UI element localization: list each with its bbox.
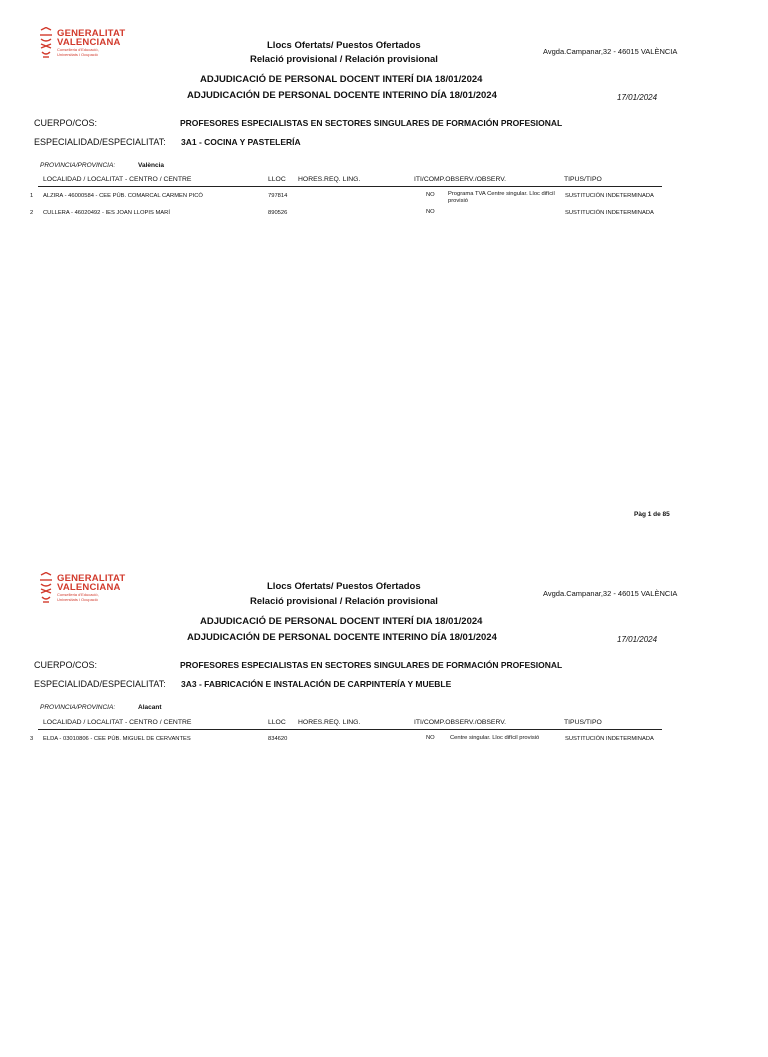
provincia-label: PROVINCIA/PROVINCIA: [40,162,116,169]
col-iti: ITI/COMP.OBSERV./OBSERV. [414,719,507,726]
col-hores: HORES.REQ. LING. [298,176,361,183]
header-address: Avgda.Campanar,32 - 46015 VALÈNCIA [543,589,678,598]
header-adjudicacion-es: ADJUDICACIÓN DE PERSONAL DOCENTE INTERINO DÍA 18/01/2024 [187,90,497,101]
especialidad-value: 3A1 - COCINA Y PASTELERÍA [181,137,301,147]
col-localidad: LOCALIDAD / LOCALITAT - CENTRO / CENTRE [43,719,192,726]
row-number: 1 [30,193,34,199]
generalitat-emblem-icon [38,572,54,606]
row-localidad: CULLERA - 46020492 - IES JOAN LLOPIS MARÍ [43,210,170,216]
row-tipus: SUSTITUCIÓN INDETERMINADA [565,736,654,742]
col-localidad: LOCALIDAD / LOCALITAT - CENTRO / CENTRE [43,176,192,183]
logo-sub-2: Universitats i Ocupació [57,51,98,57]
cuerpo-label: CUERPO/COS: [34,660,98,670]
cuerpo-value: PROFESORES ESPECIALISTAS EN SECTORES SINGULARES DE FORMACIÓN PROFESIONAL [180,660,563,670]
provincia-label: PROVINCIA/PROVINCIA: [40,704,116,711]
header-adjudicacio-val: ADJUDICACIÓ DE PERSONAL DOCENT INTERÍ DIA 18/01/2024 [200,616,483,627]
header-title: Llocs Ofertats/ Puestos Ofertados [267,40,421,51]
provincia-value: Alacant [138,704,162,711]
especialidad-value: 3A3 - FABRICACIÓN E INSTALACIÓN DE CARPINTERÍA Y MUEBLE [181,679,452,689]
especialidad-label: ESPECIALIDAD/ESPECIALITAT: [34,137,166,147]
row-lloc: 797814 [268,193,288,199]
header-rule [38,729,662,730]
logo-sub-1: Conselleria d'Educació, [57,47,99,52]
cuerpo-label: CUERPO/COS: [34,118,98,128]
row-iti: NO [426,192,435,198]
generalitat-logo [38,27,128,63]
logo-line-2: VALENCIANA [57,582,121,593]
document-page-1 [0,0,768,518]
col-lloc: LLOC [268,719,286,726]
row-number: 2 [30,210,34,216]
row-observ: Centre singular. Lloc difícil provisió [450,735,540,741]
logo-line-1: GENERALITAT [57,573,126,584]
row-tipus: SUSTITUCIÓN INDETERMINADA [565,210,654,216]
col-hores: HORES.REQ. LING. [298,719,361,726]
logo-sub-1: Conselleria d'Educació, [57,592,99,597]
header-subtitle: Relació provisional / Relación provisional [250,54,438,65]
header-rule [38,186,662,187]
col-tipus: TIPUS/TIPO [564,719,602,726]
header-adjudicacio-val: ADJUDICACIÓ DE PERSONAL DOCENT INTERÍ DIA 18/01/2024 [200,74,483,85]
col-tipus: TIPUS/TIPO [564,176,602,183]
cuerpo-value: PROFESORES ESPECIALISTAS EN SECTORES SINGULARES DE FORMACIÓN PROFESIONAL [180,118,563,128]
header-address: Avgda.Campanar,32 - 46015 VALÈNCIA [543,47,678,56]
row-localidad: ELDA - 03010806 - CEE PÚB. MIGUEL DE CERVANTES [43,736,191,742]
document-page-2 [0,545,768,1057]
col-lloc: LLOC [268,176,286,183]
logo-line-1: GENERALITAT [57,28,126,39]
row-lloc: 834620 [268,736,288,742]
row-iti: NO [426,735,435,741]
row-iti: NO [426,209,435,215]
row-lloc: 890526 [268,210,288,216]
logo-line-2: VALENCIANA [57,37,121,48]
page-number: Pàg 1 de 85 [634,511,670,518]
especialidad-label: ESPECIALIDAD/ESPECIALITAT: [34,679,166,689]
row-tipus: SUSTITUCIÓN INDETERMINADA [565,193,654,199]
header-adjudicacion-es: ADJUDICACIÓN DE PERSONAL DOCENTE INTERINO DÍA 18/01/2024 [187,632,497,643]
col-iti: ITI/COMP.OBSERV./OBSERV. [414,176,507,183]
header-subtitle: Relació provisional / Relación provisional [250,596,438,607]
logo-sub-2: Universitats i Ocupació [57,596,98,602]
provincia-value: València [138,162,165,169]
row-number: 3 [30,736,34,742]
header-date: 17/01/2024 [617,635,658,644]
row-localidad: ALZIRA - 46000584 - CEE PÚB. COMARCAL CARMEN PICÓ [43,193,203,199]
row-observ: Programa TVA Centre singular. Lloc difícil provisió [448,191,555,204]
header-date: 17/01/2024 [617,93,658,102]
generalitat-emblem-icon [38,27,54,61]
header-title: Llocs Ofertats/ Puestos Ofertados [267,581,421,592]
generalitat-logo [38,572,128,608]
